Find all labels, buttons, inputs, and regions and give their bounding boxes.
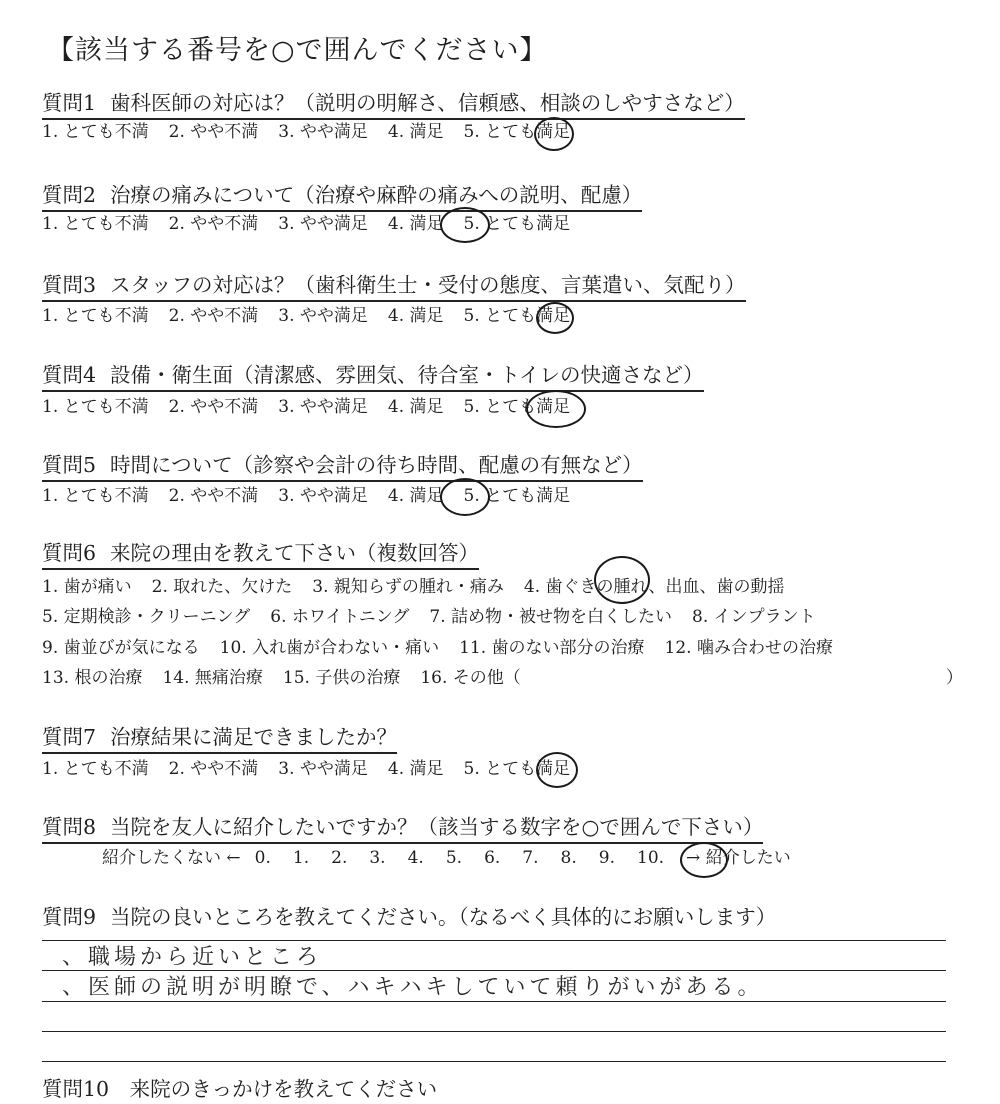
question-5	[42, 452, 643, 482]
option-6[interactable]: 6. ホワイトニング	[270, 607, 410, 627]
scale-1[interactable]: 1.	[292, 848, 310, 868]
scale-right-label: → 紹介したい	[686, 848, 791, 868]
option-1[interactable]: 1. とても不満	[42, 306, 149, 326]
question-number: 質問1	[42, 91, 97, 115]
option-3[interactable]: 3. やや満足	[278, 486, 368, 506]
option-7[interactable]: 7. 詰め物・被せ物を白くしたい	[429, 607, 673, 627]
option-1[interactable]: 1. とても不満	[42, 397, 149, 417]
option-5[interactable]: 5. 定期検診・クリーニング	[42, 607, 251, 627]
answer-line	[42, 1061, 946, 1062]
option-5[interactable]: 5. とても満足	[463, 759, 571, 779]
options-q1	[42, 121, 590, 143]
option-1[interactable]: 1. とても不満	[42, 214, 149, 234]
option-2[interactable]: 2. やや不満	[168, 122, 259, 142]
option-4[interactable]: 4. 満足	[387, 486, 444, 506]
question-6	[42, 540, 479, 570]
scale-6[interactable]: 6.	[484, 848, 501, 868]
options-q5	[42, 485, 590, 507]
scale-0[interactable]: 0.	[254, 848, 271, 868]
option-4[interactable]: 4. 満足	[387, 214, 444, 234]
q6-row-1	[42, 576, 805, 598]
question-text: 当院を友人に紹介したいですか？（該当する数字を○で囲んで下さい）	[110, 815, 764, 839]
answer-line	[42, 1031, 946, 1032]
question-8	[42, 814, 763, 844]
question-1	[42, 90, 745, 120]
option-3[interactable]: 3. やや満足	[278, 122, 368, 142]
question-number: 質問4	[42, 363, 97, 387]
option-5[interactable]: 5. とても満足	[463, 397, 571, 417]
question-7	[42, 724, 397, 754]
option-2[interactable]: 2. やや不満	[168, 759, 259, 779]
option-2[interactable]: 2. やや不満	[168, 486, 259, 506]
question-4	[42, 362, 704, 392]
question-3	[42, 272, 746, 302]
options-q4	[42, 396, 590, 418]
scale-7[interactable]: 7.	[522, 848, 539, 868]
question-number: 質問2	[42, 183, 97, 207]
scale-10[interactable]: 10.	[637, 848, 665, 868]
option-14[interactable]: 14. 無痛治療	[162, 668, 263, 688]
handwritten-answer-2: 、医師の説明が明瞭で、ハキハキしていて頼りがいがある。	[62, 975, 764, 1000]
option-2[interactable]: 2. やや不満	[168, 306, 259, 326]
q6-row-3	[42, 637, 853, 659]
option-10[interactable]: 10. 入れ歯が合わない・痛い	[219, 638, 440, 658]
page-title: 【該当する番号を○で囲んでください】	[47, 35, 548, 66]
scale-4[interactable]: 4.	[407, 848, 424, 868]
question-text: 治療結果に満足できましたか？	[110, 725, 398, 749]
question-number: 質問5	[42, 453, 97, 477]
option-4[interactable]: 4. 満足	[387, 306, 444, 326]
question-text: 来院の理由を教えて下さい（複数回答）	[110, 541, 480, 565]
option-3[interactable]: 3. 親知らずの腫れ・痛み	[312, 577, 504, 597]
option-5[interactable]: 5. とても満足	[463, 122, 571, 142]
question-text: 治療の痛みについて（治療や麻酔の痛みへの説明、配慮）	[110, 183, 643, 207]
option-13[interactable]: 13. 根の治療	[42, 668, 143, 688]
option-9[interactable]: 9. 歯並びが気になる	[42, 638, 200, 658]
scale-3[interactable]: 3.	[369, 848, 386, 868]
option-5[interactable]: 5. とても満足	[463, 306, 571, 326]
handwritten-answer-1: 、職場から近いところ	[62, 945, 323, 970]
question-number: 質問6	[42, 541, 97, 565]
options-q3	[42, 305, 590, 327]
option-4[interactable]: 4. 歯ぐきの腫れ、出血、歯の動揺	[523, 577, 785, 597]
q8-scale	[102, 847, 811, 869]
option-1[interactable]: 1. とても不満	[42, 759, 149, 779]
other-close-paren: ）	[946, 668, 963, 688]
question-9	[42, 904, 776, 932]
question-text: 時間について（診察や会計の待ち時間、配慮の有無など）	[110, 453, 643, 477]
scale-9[interactable]: 9.	[598, 848, 615, 868]
question-text: スタッフの対応は？（歯科衛生士・受付の態度、言葉遣い、気配り）	[110, 273, 746, 297]
question-2	[42, 182, 642, 212]
scale-8[interactable]: 8.	[560, 848, 577, 868]
question-text: 歯科医師の対応は？（説明の明解さ、信頼感、相談のしやすさなど）	[110, 91, 745, 115]
question-text: 設備・衛生面（清潔感、雰囲気、待合室・トイレの快適さなど）	[110, 363, 704, 387]
question-10-partial: 質問10 来院のきっかけを教えてください	[42, 1077, 438, 1101]
option-3[interactable]: 3. やや満足	[278, 214, 368, 234]
question-number: 質問7	[42, 725, 97, 749]
option-1[interactable]: 1. 歯が痛い	[42, 577, 132, 597]
question-text: 当院の良いところを教えてください。（なるべく具体的にお願いします）	[110, 905, 777, 929]
option-16[interactable]: 16. その他（	[420, 668, 521, 688]
option-4[interactable]: 4. 満足	[387, 759, 444, 779]
question-number: 質問3	[42, 273, 97, 297]
option-3[interactable]: 3. やや満足	[278, 306, 368, 326]
option-5[interactable]: 5. とても満足	[463, 486, 571, 506]
q6-row-2	[42, 606, 836, 628]
option-12[interactable]: 12. 噛み合わせの治療	[664, 638, 833, 658]
option-3[interactable]: 3. やや満足	[278, 397, 368, 417]
option-2[interactable]: 2. 取れた、欠けた	[151, 577, 293, 597]
option-4[interactable]: 4. 満足	[387, 397, 444, 417]
option-15[interactable]: 15. 子供の治療	[282, 668, 401, 688]
option-2[interactable]: 2. やや不満	[168, 214, 259, 234]
option-1[interactable]: 1. とても不満	[42, 486, 149, 506]
options-q7	[42, 758, 590, 780]
option-2[interactable]: 2. やや不満	[168, 397, 259, 417]
question-number: 質問9	[42, 905, 97, 929]
option-4[interactable]: 4. 満足	[387, 122, 444, 142]
option-5[interactable]: 5. とても満足	[463, 214, 571, 234]
option-1[interactable]: 1. とても不満	[42, 122, 149, 142]
option-11[interactable]: 11. 歯のない部分の治療	[459, 638, 645, 658]
scale-5[interactable]: 5.	[445, 848, 463, 868]
scale-2[interactable]: 2.	[331, 848, 348, 868]
question-number: 質問8	[42, 815, 97, 839]
option-3[interactable]: 3. やや満足	[278, 759, 368, 779]
q6-row-4	[42, 667, 541, 689]
answer-line	[42, 1001, 946, 1002]
scale-left-label: 紹介したくない ←	[102, 848, 241, 868]
option-8[interactable]: 8. インプラント	[692, 607, 816, 627]
options-q2	[42, 213, 590, 235]
